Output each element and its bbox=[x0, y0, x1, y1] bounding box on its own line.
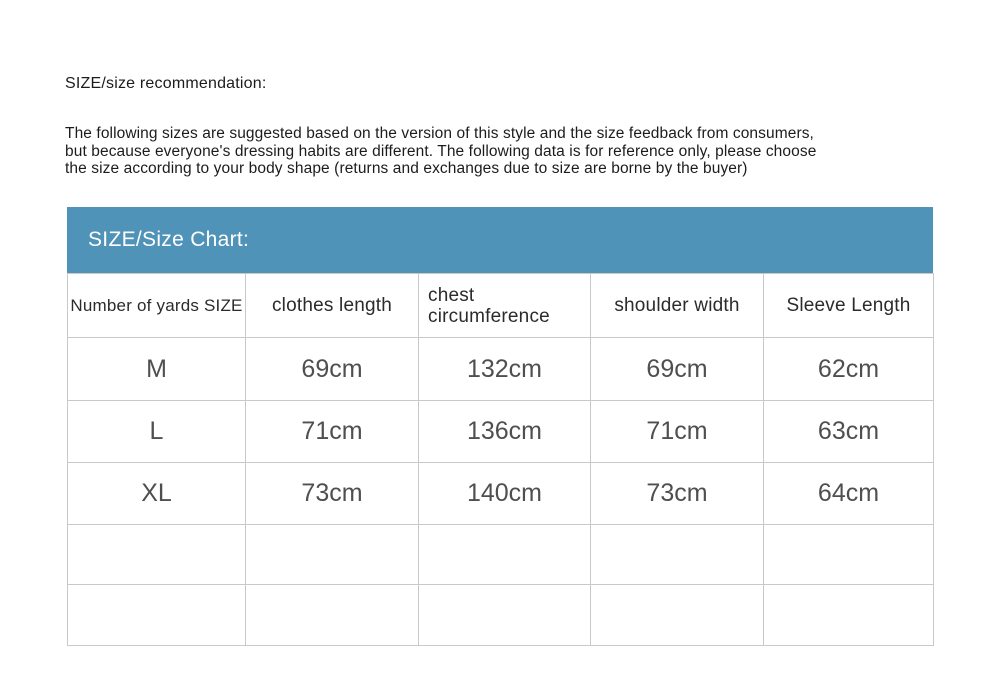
chest-circumference-cell: 136cm bbox=[419, 401, 591, 463]
size-chart-header-bar bbox=[67, 207, 933, 273]
column-header-size: Number of yards SIZE bbox=[68, 274, 246, 338]
shoulder-width-cell: 73cm bbox=[591, 463, 764, 525]
description-line: but because everyone's dressing habits are different. The following data is for reference only, please choose bbox=[65, 142, 817, 160]
clothes-length-cell: 73cm bbox=[246, 463, 419, 525]
table-row-l bbox=[68, 401, 934, 463]
column-header-sleeve-length: Sleeve Length bbox=[764, 274, 934, 338]
page-title: SIZE/size recommendation: bbox=[65, 75, 267, 92]
clothes-length-cell: 69cm bbox=[246, 338, 419, 401]
clothes-length-cell bbox=[246, 525, 419, 585]
column-header-chest-circumference: chest circumference bbox=[419, 274, 591, 338]
chest-circumference-cell: 140cm bbox=[419, 463, 591, 525]
size-chart-table bbox=[67, 273, 934, 646]
shoulder-width-cell: 71cm bbox=[591, 401, 764, 463]
table-row-m bbox=[68, 338, 934, 401]
chest-circumference-cell bbox=[419, 585, 591, 646]
description-line: The following sizes are suggested based on the version of this style and the size feedback from consumers, bbox=[65, 125, 814, 142]
table-row-xl bbox=[68, 463, 934, 525]
size-recommendation-text bbox=[65, 125, 816, 178]
sleeve-length-cell: 63cm bbox=[764, 401, 934, 463]
chest-circumference-cell bbox=[419, 525, 591, 585]
table-header-row bbox=[68, 274, 934, 338]
sleeve-length-cell: 62cm bbox=[764, 338, 934, 401]
column-header-clothes-length: clothes length bbox=[246, 274, 419, 338]
table-row-empty bbox=[68, 525, 934, 585]
shoulder-width-cell bbox=[591, 525, 764, 585]
shoulder-width-cell bbox=[591, 585, 764, 646]
chest-circumference-cell: 132cm bbox=[419, 338, 591, 401]
shoulder-width-cell: 69cm bbox=[591, 338, 764, 401]
clothes-length-cell bbox=[246, 585, 419, 646]
size-cell: XL bbox=[68, 463, 246, 525]
sleeve-length-cell: 64cm bbox=[764, 463, 934, 525]
size-cell bbox=[68, 525, 246, 585]
description-line: the size according to your body shape (returns and exchanges due to size are borne by the buyer) bbox=[65, 160, 748, 177]
size-chart-title: SIZE/Size Chart: bbox=[88, 228, 250, 251]
size-cell bbox=[68, 585, 246, 646]
column-header-shoulder-width: shoulder width bbox=[591, 274, 764, 338]
clothes-length-cell: 71cm bbox=[246, 401, 419, 463]
sleeve-length-cell bbox=[764, 525, 934, 585]
size-cell: L bbox=[68, 401, 246, 463]
sleeve-length-cell bbox=[764, 585, 934, 646]
table-row-empty bbox=[68, 585, 934, 646]
size-cell: M bbox=[68, 338, 246, 401]
